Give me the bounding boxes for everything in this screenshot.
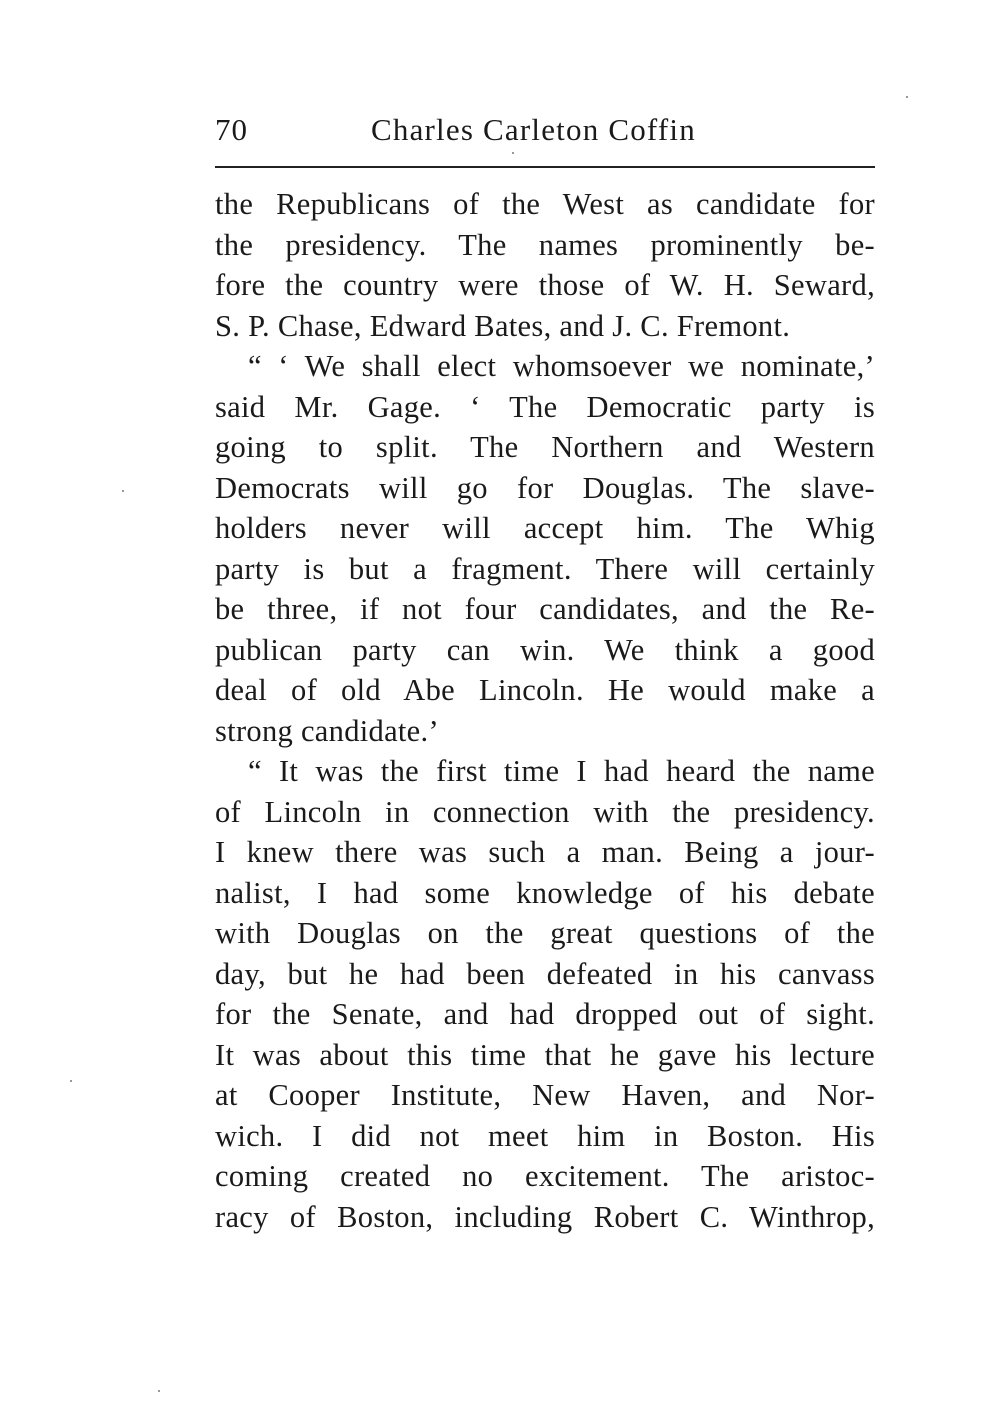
text-line: deal of old Abe Lincoln. He would make a <box>215 673 875 707</box>
text-line: It was about this time that he gave his lecture <box>215 1037 875 1072</box>
scan-speck <box>906 96 908 98</box>
scan-speck <box>122 490 124 492</box>
text-line: be three, if not four candidates, and the Re- <box>215 592 875 626</box>
text-line: nalist, I had some knowledge of his debate <box>215 875 875 910</box>
scan-speck <box>158 1390 160 1392</box>
text-line: the presidency. The names prominently be- <box>215 227 875 262</box>
text-line: day, but he had been defeated in his canvass <box>215 956 875 991</box>
scan-speck <box>70 1080 72 1082</box>
text-line: of Lincoln in connection with the presidency. <box>215 794 875 829</box>
page-number: 70 <box>215 112 248 147</box>
text-line: going to split. The Northern and Western <box>215 430 875 464</box>
text-line: “ It was the first time I had heard the name <box>248 754 875 788</box>
text-line: coming created no excitement. The aristoc- <box>215 1159 875 1193</box>
text-line: party is but a fragment. There will certainly <box>215 551 875 586</box>
header-rule <box>215 166 875 168</box>
text-line: Democrats will go for Douglas. The slave- <box>215 470 875 505</box>
text-line: with Douglas on the great questions of the <box>215 916 875 950</box>
text-line: racy of Boston, including Robert C. Winthrop, <box>215 1199 875 1234</box>
text-line: for the Senate, and had dropped out of sight. <box>215 997 875 1031</box>
text-line: “ ‘ We shall elect whomsoever we nominate,’ <box>248 349 875 383</box>
text-line: I knew there was such a man. Being a jour- <box>215 835 875 869</box>
running-title: Charles Carleton Coffin <box>371 112 696 147</box>
text-line: holders never will accept him. The Whig <box>215 511 875 545</box>
text-line: fore the country were those of W. H. Seward, <box>215 268 875 302</box>
text-line: publican party can win. We think a good <box>215 632 875 667</box>
text-line: said Mr. Gage. ‘ The Democratic party is <box>215 389 875 424</box>
text-line: S. P. Chase, Edward Bates, and J. C. Fremont. <box>215 308 791 343</box>
text-line: the Republicans of the West as candidate for <box>215 187 875 221</box>
body-text <box>215 184 875 1237</box>
text-line: at Cooper Institute, New Haven, and Nor- <box>215 1078 875 1112</box>
text-line: strong candidate.’ <box>215 713 439 748</box>
scan-speck <box>512 152 514 154</box>
text-line: wich. I did not meet him in Boston. His <box>215 1118 875 1153</box>
running-head <box>215 108 875 158</box>
